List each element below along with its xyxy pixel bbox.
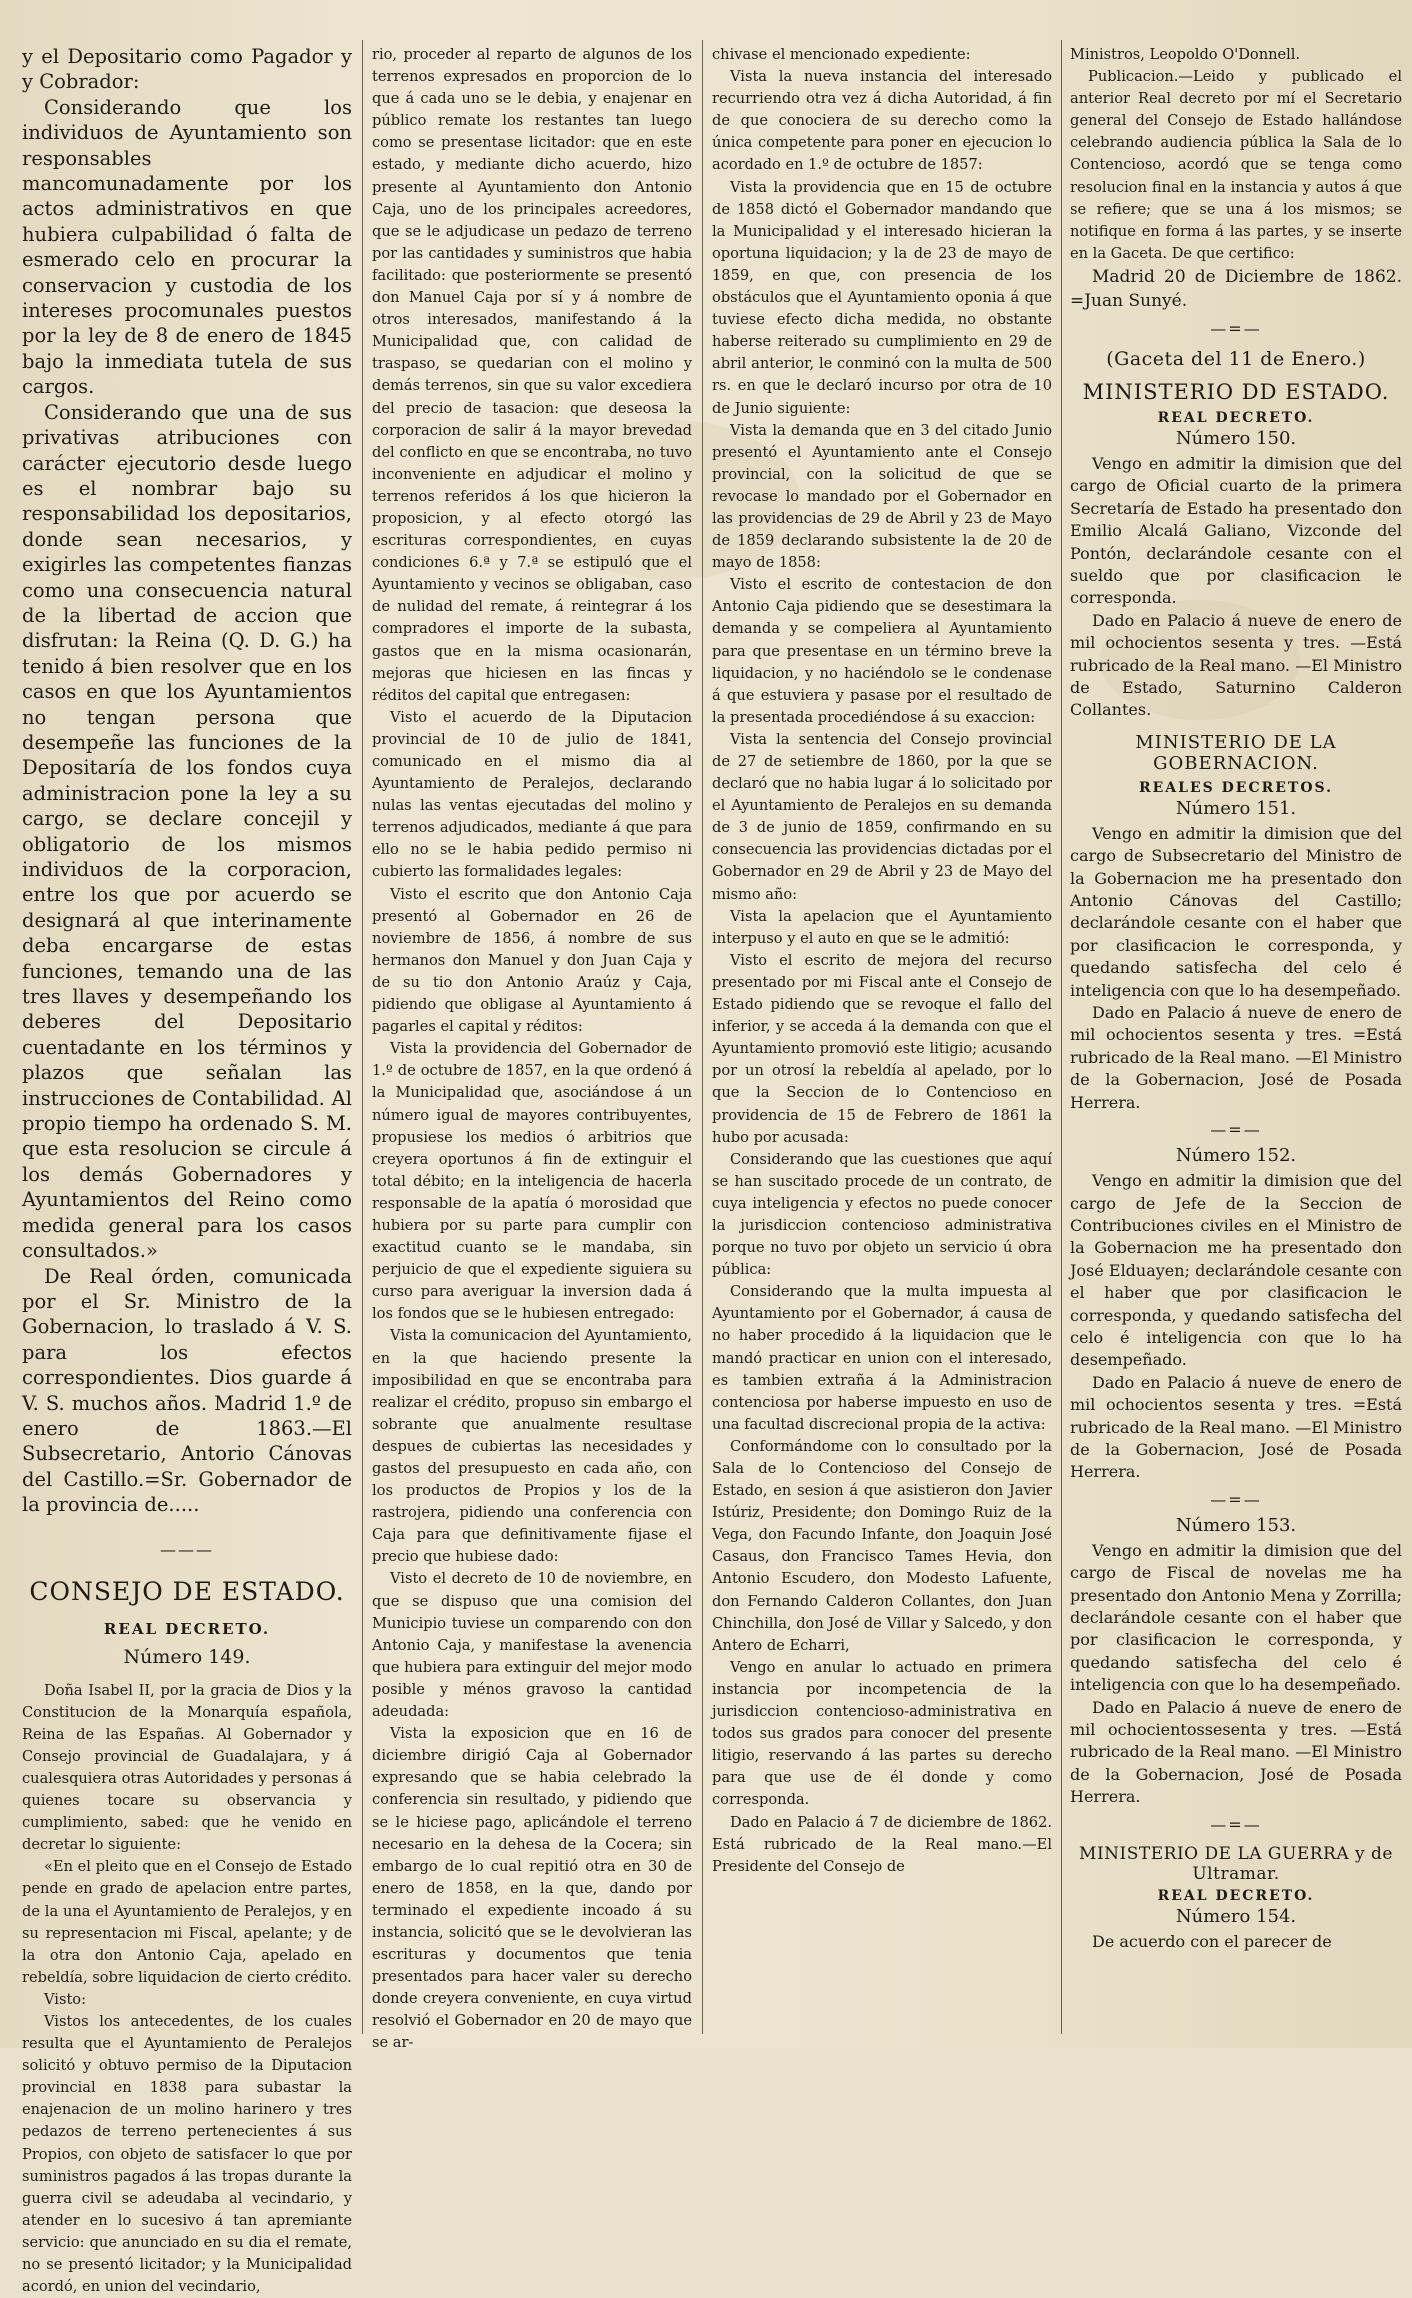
section-heading: MINISTERIO DD ESTADO. xyxy=(1082,379,1390,404)
paragraph: De Real órden, comunicada por el Sr. Ministro de la Gobernacion, lo traslado á V. S. para los efectos correspondientes. Dios guarde á V. S. muchos años. Madrid 1.º de enero de 1863.—El Subsecretario, Antorio Cánovas del Castillo.=Sr. Gobernador de la provincia de..... xyxy=(22,1264,352,1517)
paragraph: Visto el decreto de 10 de noviembre, en que se dispuso que una comision del Municipio tuviese un comparendo con don Antonio Caja, y manifestase la avenencia que hubiera para extinguir del mejor modo posible y ménos gravoso la cantidad adeudada: xyxy=(372,1570,692,1721)
paragraph: Vengo en admitir la dimision que del cargo de Subsecretario del Ministro de la Gobernacion me ha presentado don Antonio Cánovas del Castillo; declarándole cesante con el haber que por clasificacion le corresponda, y quedando satisfecha del celo é inteligencia con que lo ha desempeñado. xyxy=(1070,823,1402,1000)
section-separator: ——— xyxy=(160,1539,214,1559)
paragraph: Considerando que las cuestiones que aquí se han suscitado procede de un contrato, de cuya inteligencia y efectos no puede conocer la jurisdiccion contencioso administrativa porque no tuvo por objeto un servicio ú obra pública: xyxy=(712,1150,1052,1279)
paragraph: Vengo en admitir la dimision que del cargo de Oficial cuarto de la primera Secretaría de Estado ha presentado don Emilio Alcalá Galiano, Vizconde del Pontón, declarándole cesante con el sueldo que por clasificacion le corresponda. xyxy=(1070,453,1402,608)
paragraph: Publicacion.—Leido y publicado el anterior Real decreto por mí el Secretario general del Consejo de Estado hallándose celebrando audiencia pública la Sala de lo Contencioso, acordó que se tenga como resolucion final en la instancia y autos á que se refiere; que se una á los mismos; se notifique en forma á las partes, y se inserte en la Gaceta. De que certifico: xyxy=(1070,68,1402,262)
column-rule xyxy=(362,40,363,2034)
decree-number: Número 151. xyxy=(1175,797,1297,819)
paragraph: chivase el mencionado expediente: xyxy=(712,46,971,63)
paragraph: Visto el escrito de contestacion de don Antonio Caja pidiendo que se desestimara la demanda y se compeliera al Ayuntamiento para que presentase en un término breve la liquidacion, y no haciéndolo se le condenase á que estuviera y pasase por el resultado de la presentada procediéndose á su exaccion: xyxy=(712,576,1052,726)
paragraph: Vengo en admitir la dimision que del cargo de Jefe de la Seccion de Contribuciones civiles en el Ministro de la Gobernacion me ha presentado don José Elduayen; declarándole cesante con el haber que por clasificacion le corresponda, y quedando satisfecha del celo é inteligencia con que lo ha desempeñado. xyxy=(1070,1171,1402,1370)
column-3 xyxy=(712,44,1052,2038)
decree-heading: REALES DECRETOS. xyxy=(1138,779,1334,796)
decree-number: Número 149. xyxy=(123,1645,251,1668)
paragraph: Dado en Palacio á nueve de enero de mil ochocientos sesenta y tres. =Está rubricado de la Real mano. —El Ministro de la Gobernacion, José de Posada Herrera. xyxy=(1070,1372,1402,1482)
section-heading: MINISTERIO DE LA GOBERNACION. xyxy=(1135,731,1337,774)
decree-number: Número 154. xyxy=(1175,1905,1297,1927)
decree-heading: REAL DECRETO. xyxy=(1157,409,1315,426)
paragraph: «En el pleito que en el Consejo de Estado pende en grado de apelacion entre partes, de la una el Ayuntamiento de Peralejos, y en su representacion mi Fiscal, apelante; y de la otra don Antonio Caja, apelado en rebeldía, sobre liquidacion de cierto crédito. xyxy=(22,1858,352,1986)
paragraph: Dado en Palacio á 7 de diciembre de 1862. Está rubricado de la Real mano.—El Presidente del Consejo de xyxy=(712,1813,1052,1875)
section-separator: —=— xyxy=(1210,318,1262,338)
paragraph: Vengo en anular lo actuado en primera instancia por incompetencia de la jurisdiccion contencioso-administrativa en todos sus grados para conocer del presente litigio, reservando á las partes su derecho para que use de él donde y como corresponda. xyxy=(712,1658,1052,1809)
paragraph: Considerando que los individuos de Ayuntamiento son responsables mancomunadamente por los actos administrativos en que hubiera culpabilidad ó falta de esmerado celo en procurar la conservacion y custodia de los intereses procomunales puestos por la ley de 8 de enero de 1845 bajo la inmediata tutela de sus cargos. xyxy=(22,95,352,399)
paragraph: Vista la nueva instancia del interesado recurriendo otra vez á dicha Autoridad, á fin de que conociera de su derecho como la única competente para poner en ejecucion lo acordado en 1.º de octubre de 1857: xyxy=(712,68,1052,174)
decree-number: Número 153. xyxy=(1175,1514,1297,1536)
paragraph: Vista la exposicion que en 16 de diciembre dirigió Caja al Gobernador expresando que se habia celebrado la conferencia sin resultado, y pidiendo que se le hiciese pago, aplicándole el terreno necesario en la dehesa de la Cocera; sin embargo de lo cual repitió otra en 30 de enero de 1858, en la que, dando por terminado el expediente incoado á su instancia, solicitó que se le devolvieran las escrituras y documentos que tenia presentados para hacer valer su derecho donde creyera conveniente, en cuya virtud resolvió el Gobernador en 20 de mayo que se ar- xyxy=(372,1725,692,2052)
paragraph: Madrid 20 de Diciembre de 1862. =Juan Sunyé. xyxy=(1070,266,1402,311)
paragraph: Vengo en admitir la dimision que del cargo de Fiscal de novelas me ha presentado don Antonio Mena y Zorrilla; declarándole cesante con el haber que por clasificacion le corresponda, y quedando satisfecha del celo é inteligencia con que lo ha desempeñado. xyxy=(1070,1540,1402,1695)
column-4 xyxy=(1070,44,1402,2038)
section-heading: CONSEJO DE ESTADO. xyxy=(29,1576,345,1606)
paragraph: rio, proceder al reparto de algunos de los terrenos expresados en proporcion de lo que á cada uno se le debia, y enajenar en público remate los restantes tan luego como se presentase licitador: que en este estado, y mediante dicho acuerdo, hizo presente al Ayuntamiento don Antonio Caja, uno de los principales acreedores, que se le adjudicase un pedazo de terreno por las cantidades y suministros que habia facilitado: que posteriormente se presentó don Manuel Caja por sí y á nombre de otros interesados, manifestando á la Municipalidad que, con calidad de traspaso, se quedarian con el molino y demás terrenos, sin que su valor excediera del precio de tasacion: que deseosa la corporacion de salir á la mayor brevedad del conflicto en que se encontraba, no tuvo inconveniente en adjudicar el molino y terrenos referidos á los que hicieron la proposicion, y al efecto otorgó las escrituras correspondientes, en cuyas condiciones 6.ª y 7.ª se estipuló que el Ayuntamiento y vecinos se obligaban, caso de nulidad del remate, á reintegrar á los compradores el importe de la subasta, gastos que en la misma ocasionarán, mejoras que hiciesen en las fincas y réditos del capital que entregasen: xyxy=(372,46,692,704)
paragraph: Vista la sentencia del Consejo provincial de 27 de setiembre de 1860, por la que se declaró que no habia lugar á lo solicitado por el Ayuntamiento de Peralejos en su demanda de 3 de junio de 1859, confirmando en su consecuencia las providencias dictadas por el Gobernador en 29 de Abril y 23 de Mayo del mismo año: xyxy=(712,730,1052,903)
paragraph: Dado en Palacio á nueve de enero de mil ochocientos sesenta y tres. —Está rubricado de la Real mano. —El Ministro de Estado, Saturnino Calderon Collantes. xyxy=(1070,610,1402,720)
paragraph: Visto el acuerdo de la Diputacion provincial de 10 de julio de 1841, comunicado en el mismo dia al Ayuntamiento de Peralejos, declarando nulas las ventas ejecutadas del molino y terrenos adjudicados, mediante á que para ello no se le habia pedido permiso ni cubierto las formalidades legales: xyxy=(372,708,692,881)
column-1 xyxy=(22,44,352,2296)
paragraph: Visto: xyxy=(44,1990,87,2008)
column-rule xyxy=(1061,40,1062,2034)
paragraph: Ministros, Leopoldo O'Donnell. xyxy=(1070,46,1301,63)
paragraph: Vista la providencia del Gobernador de 1.º de octubre de 1857, en la que ordenó á la Municipalidad que, asociándose á un número igual de mayores contribuyentes, propusiese los medios ó arbitrios que creyera oportunos á fin de extinguir el total débito; en la inteligencia de hacerla responsable de la apatía ó morosidad que hubiera por su parte para cumplir con exactitud cuanto se le mandaba, sin perjuicio de que el expediente siguiera su curso para averiguar la inversion dada á los fondos que se le hubiesen entregado: xyxy=(372,1040,692,1323)
gaceta-date: (Gaceta del 11 de Enero.) xyxy=(1106,347,1366,370)
decree-heading: REAL DECRETO. xyxy=(1157,1887,1315,1904)
column-2 xyxy=(372,44,692,2052)
paragraph: Visto el escrito de mejora del recurso presentado por mi Fiscal ante el Consejo de Estado pidiendo que se revoque el fallo del inferior, y se acceda á la demanda con que el Ayuntamiento promovió este litigio; acusando por un otrosí la rebeldía al apelado, por lo que la Seccion de lo Contencioso en providencia de 15 de Febrero de 1861 la hubo por acusada: xyxy=(712,951,1052,1146)
paragraph: Considerando que la multa impuesta al Ayuntamiento por el Gobernador, á causa de no haber procedido á la liquidacion que le mandó practicar en union con el interesado, es tambien extraña á la Administracion contenciosa por haberse impuesto en uso de una facultad discrecional propia de la activa: xyxy=(712,1283,1052,1433)
section-heading: MINISTERIO DE LA GUERRA y de Ultramar. xyxy=(1079,1843,1393,1884)
section-separator: —=— xyxy=(1210,1489,1262,1509)
section-separator: —=— xyxy=(1210,1120,1262,1140)
paragraph: De acuerdo con el parecer de xyxy=(1092,1931,1332,1951)
decree-heading: REAL DECRETO. xyxy=(103,1619,271,1638)
paragraph: Dado en Palacio á nueve de enero de mil ochocientossesenta y tres. —Está rubricado de la Real mano. —El Ministro de la Gobernacion, José de Posada Herrera. xyxy=(1070,1697,1402,1807)
paragraph: Conformándome con lo consultado por la Sala de lo Contencioso del Consejo de Estado, en sesion á que asistieron don Javier Istúriz, Presidente; don Domingo Ruiz de la Vega, don Facundo Infante, don Joaquin José Casaus, don Francisco Tames Hevia, don Antonio Escudero, don Modesto Lafuente, don Fernando Calderon Collantes, don Juan Chinchilla, don José de Villar y Salcedo, y don Antero de Echarri, xyxy=(712,1437,1052,1654)
paragraph: Vistos los antecedentes, de los cuales resulta que el Ayuntamiento de Peralejos solicitó y obtuvo permiso de la Diputacion provincial en 1838 para subastar la enajenacion de un molino harinero y tres pedazos de terreno pertenecientes á sus Propios, con objeto de satisfacer lo que por suministros pagados á las tropas durante la guerra civil se adeudaba al vecindario, y atender en lo sucesivo á tan apremiante servicio: que anunciado en su dia el remate, no se presentó licitador; y la Municipalidad acordó, en union del vecindario, xyxy=(22,2012,352,2296)
paragraph: Vista la comunicacion del Ayuntamiento, en la que haciendo presente la imposibilidad en que se encontraba para realizar el crédito, propuso sin embargo el sobrante que anualmente resultase despues de cubiertas las necesidades y gastos del presupuesto en cada año, con los productos de Propios y los de la rastrojera, pidiendo una conferencia con Caja para que definitivamente fijase el precio que hubiese dado: xyxy=(372,1327,692,1566)
paragraph: Dado en Palacio á nueve de enero de mil ochocientos sesenta y tres. =Está rubricado de la Real mano. —El Ministro de la Gobernacion, José de Posada Herrera. xyxy=(1070,1003,1402,1112)
paragraph: Vista la providencia que en 15 de octubre de 1858 dictó el Gobernador mandando que la Municipalidad y el interesado hicieran la oportuna liquidacion; y la de 23 de mayo de 1859, en que, con presencia de los obstáculos que el Ayuntamiento oponia á que tuviese efecto dicha medida, no obstante haberse reiterado su cumplimiento en 29 de abril anterior, le conminó con la multa de 500 rs. en que le declaró incurso por otra de 10 de Junio siguiente: xyxy=(712,178,1052,417)
paragraph: Vista la demanda que en 3 del citado Junio presentó el Ayuntamiento ante el Consejo provincial, con la solicitud de que se revocase lo mandado por el Gobernador en las providencias de 29 de Abril y 23 de Mayo de 1859 declarando subsistente la de 20 de mayo de 1858: xyxy=(712,421,1052,572)
section-separator: —=— xyxy=(1210,1814,1262,1834)
paragraph: Vista la apelacion que el Ayuntamiento interpuso y el auto en que se le admitió: xyxy=(712,907,1052,947)
paragraph: Visto el escrito que don Antonio Caja presentó al Gobernador en 26 de noviembre de 1856, á nombre de sus hermanos don Manuel y don Juan Caja y de su tio don Antonio Araúz y Caja, pidiendo que obligase al Ayuntamiento á pagarles el capital y réditos: xyxy=(372,885,692,1036)
paragraph: y el Depositario como Pagador y y Cobrador: xyxy=(22,45,352,94)
decree-number: Número 150. xyxy=(1175,427,1297,449)
decree-number: Número 152. xyxy=(1175,1145,1297,1167)
paragraph: Considerando que una de sus privativas atribuciones con carácter ejecutorio desde luego es el nombrar bajo su responsabilidad los depositarios, donde sean necesarios, y exigirles las competentes fianzas como una consecuencia natural de la libertad de accion que disfrutan: la Reina (Q. D. G.) ha tenido á bien resolver que en los casos en que los Ayuntamientos no tengan persona que desempeñe las funciones de la Depositaría de los fondos cuya administracion pone la ley a su cargo, se declare concejil y obligatorio de los mismos individuos de la corporacion, entre los que por acuerdo se designará al que interinamente deba encargarse de estas funciones, temando una de las tres llaves y desempeñando los deberes del Depositario cuentadante en los términos y plazos que señalan las instrucciones de Contabilidad. Al propio tiempo ha ordenado S. M. que esta resolucion se circule á los demás Gobernadores y Ayuntamientos del Reino como medida general para los casos consultados.» xyxy=(22,400,352,1263)
paragraph: Doña Isabel II, por la gracia de Dios y la Constitucion de la Monarquía española, Reina de las Españas. Al Gobernador y Consejo provincial de Guadalajara, y á cualesquiera otras Autoridades y personas á quienes tocare su observancia y cumplimiento, sabed: que he venido en decretar lo siguiente: xyxy=(22,1681,352,1854)
column-rule xyxy=(702,40,703,2034)
